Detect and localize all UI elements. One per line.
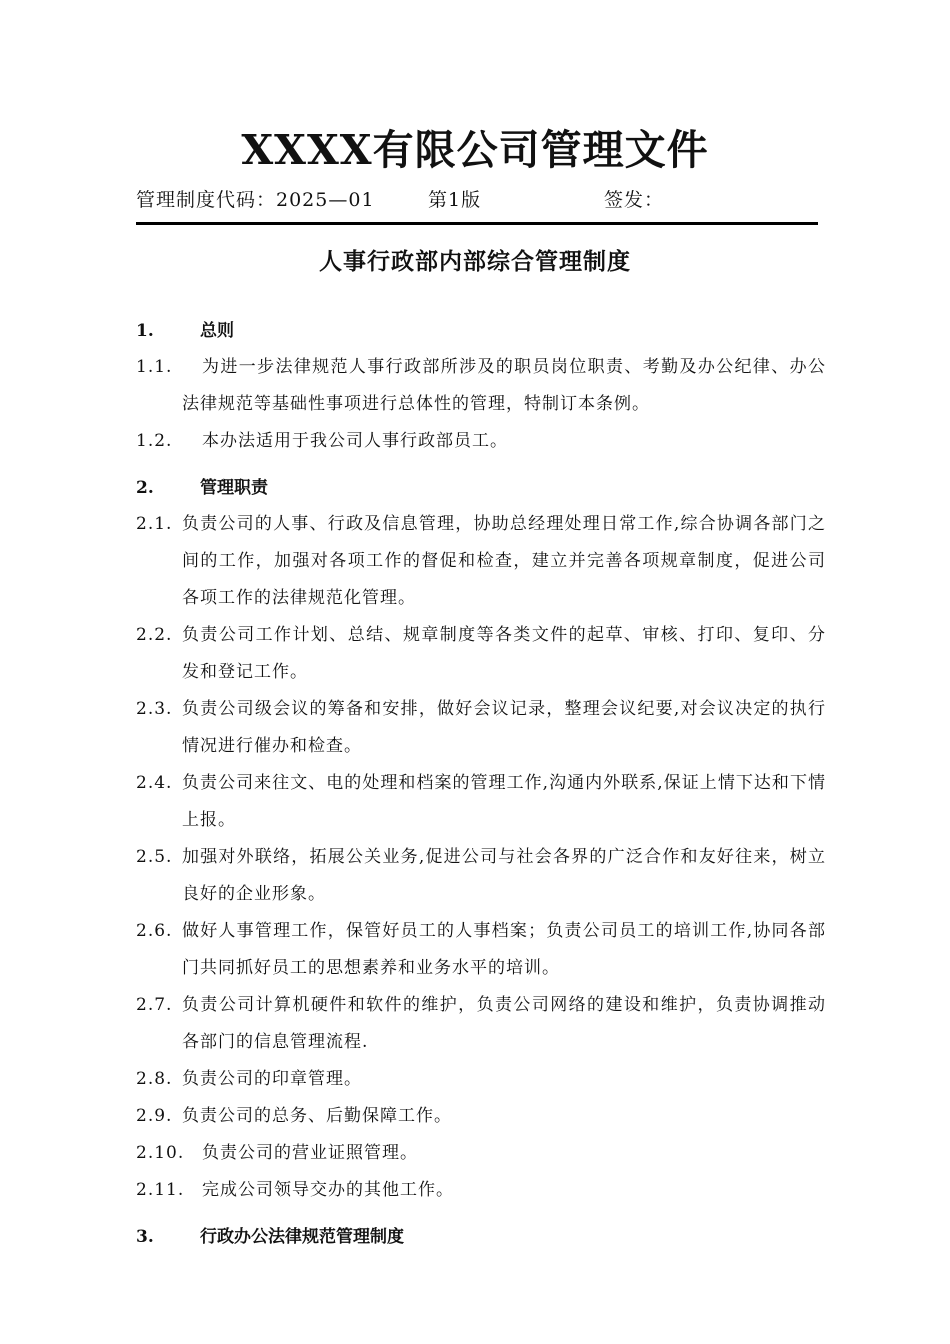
clause-number: 2.3. (136, 699, 173, 719)
clause (136, 617, 826, 691)
clause-number: 2.2. (136, 625, 173, 645)
header-divider (136, 222, 818, 225)
clause-text: 完成公司领导交办的其他工作。 (202, 1180, 454, 1200)
clause (136, 1061, 826, 1098)
clause-number: 1.1. (136, 357, 173, 377)
clause-text: 本办法适用于我公司人事行政部员工。 (202, 431, 508, 451)
clause-number: 2.7. (136, 995, 173, 1015)
clause-number: 2.9. (136, 1106, 173, 1126)
clause-text: 做好人事管理工作，保管好员工的人事档案；负责公司员工的培训工作,协同各部门共同抓好员工的思想素养和业务水平的培训。 (182, 921, 826, 978)
clause-text: 为进一步法律规范人事行政部所涉及的职员岗位职责、考勤及办公纪律、办公法律规范等基础性事项进行总体性的管理，特制订本条例。 (182, 357, 826, 414)
section-number: 3. (136, 1227, 154, 1247)
clause (136, 349, 826, 423)
regulation-code: 管理制度代码：2025—01 (136, 189, 375, 211)
clause (136, 913, 826, 987)
clause-number: 2.4. (136, 773, 173, 793)
section-heading (136, 1219, 826, 1255)
section-title: 总则 (200, 321, 234, 341)
clause-number: 2.6. (136, 921, 173, 941)
clause-number: 2.5. (136, 847, 173, 867)
document-body (136, 307, 826, 1255)
clause (136, 1098, 826, 1135)
clause-number: 2.10. (136, 1143, 185, 1163)
signer-label: 签发： (604, 189, 665, 211)
section-heading (136, 313, 826, 349)
clause-text: 负责公司工作计划、总结、规章制度等各类文件的起草、审核、打印、复印、分发和登记工作。 (182, 625, 826, 682)
clause (136, 1135, 826, 1172)
section-number: 2. (136, 478, 154, 498)
clause-text: 负责公司级会议的筹备和安排，做好会议记录，整理会议纪要,对会议决定的执行情况进行催办和检查。 (182, 699, 826, 756)
version-label: 第1版 (428, 189, 482, 211)
clause (136, 765, 826, 839)
clause (136, 423, 826, 460)
section-heading (136, 470, 826, 506)
section-title: 管理职责 (200, 478, 268, 498)
section-title: 行政办公法律规范管理制度 (200, 1227, 404, 1247)
clause-text: 负责公司的总务、后勤保障工作。 (182, 1106, 452, 1126)
clause (136, 691, 826, 765)
clause-text: 负责公司的人事、行政及信息管理，协助总经理处理日常工作,综合协调各部门之间的工作，加强对各项工作的督促和检查，建立并完善各项规章制度，促进公司各项工作的法律规范化管理。 (182, 514, 826, 608)
document-title: XXXX有限公司管理文件 (241, 126, 709, 174)
clause-number: 2.11. (136, 1180, 185, 1200)
clause-text: 负责公司来往文、电的处理和档案的管理工作,沟通内外联系,保证上情下达和下情上报。 (182, 773, 826, 830)
clause (136, 506, 826, 617)
clause-text: 负责公司的印章管理。 (182, 1069, 362, 1089)
clause (136, 839, 826, 913)
regulation-title: 人事行政部内部综合管理制度 (319, 248, 631, 275)
clause (136, 1172, 826, 1209)
clause-text: 负责公司计算机硬件和软件的维护，负责公司网络的建设和维护，负责协调推动各部门的信息管理流程. (182, 995, 826, 1052)
clause (136, 987, 826, 1061)
clause-number: 2.1. (136, 514, 173, 534)
clause-text: 加强对外联络，拓展公关业务,促进公司与社会各界的广泛合作和友好往来，树立良好的企业形象。 (182, 847, 826, 904)
clause-number: 2.8. (136, 1069, 173, 1089)
section-number: 1. (136, 321, 154, 341)
clause-text: 负责公司的营业证照管理。 (202, 1143, 418, 1163)
clause-number: 1.2. (136, 431, 173, 451)
